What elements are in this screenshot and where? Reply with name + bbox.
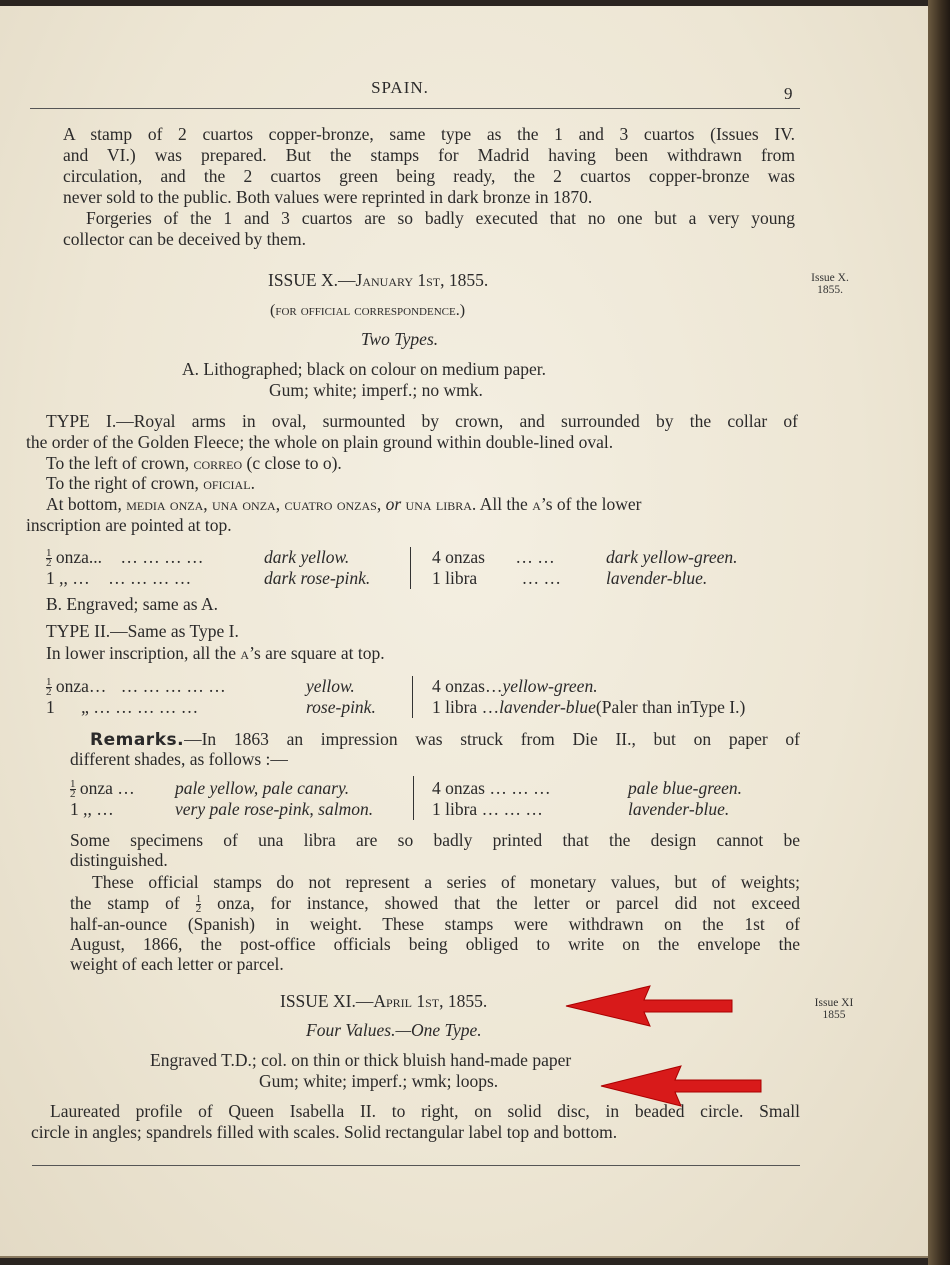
red-arrow-wmk-loops bbox=[595, 1064, 767, 1108]
book-spine bbox=[928, 0, 950, 1265]
issue-xi-desc-1: Laureated profile of Queen Isabella II. to right, on solid disc, in beaded circle. Small bbox=[50, 1101, 800, 1121]
table2-dots: … … … … … bbox=[120, 676, 226, 696]
bottom-inscriptions: media onza, una onza, cuatro onzas, bbox=[126, 494, 382, 514]
table2-dots: „ … … … … … bbox=[81, 697, 199, 717]
issue-xi-heading bbox=[280, 991, 487, 1012]
type1-left-crown-word: correo bbox=[193, 453, 243, 473]
table1-row-2-colour: dark rose-pink. bbox=[264, 568, 371, 588]
table3-row-2-right-colour: lavender-blue. bbox=[628, 799, 730, 819]
table3-row-2-left: 1 ,, … bbox=[70, 799, 114, 819]
closing-stamp-of: the stamp of bbox=[70, 893, 180, 913]
table1-row-1-right bbox=[432, 547, 555, 568]
table1-row-2-right-colour: lavender-blue. bbox=[606, 568, 708, 588]
bottom-letter-a: a bbox=[532, 494, 541, 514]
table2-right-colour: yellow-green. bbox=[502, 676, 598, 696]
closing-line-6: August, 1866, the post-office officials being obliged to write on the envelope the bbox=[70, 934, 800, 954]
type1-line-5 bbox=[46, 494, 641, 515]
table1-right-value: 1 libra bbox=[432, 568, 478, 588]
header-rule bbox=[30, 108, 800, 109]
fraction-half: $\frac{1}{2}$ bbox=[195, 893, 202, 916]
type1-right-crown-end: . bbox=[250, 473, 255, 493]
intro-line-5: Forgeries of the 1 and 3 cuartos are so badly executed that no one but a very young bbox=[86, 208, 795, 228]
table3-row-1-right: 4 onzas … … … bbox=[432, 778, 551, 798]
bottom-text: At bottom, bbox=[46, 494, 127, 514]
closing-line-1: Some specimens of una libra are so badly printed that the design cannot be bbox=[70, 830, 800, 850]
type2-line-1: TYPE II.—Same as Type I. bbox=[46, 621, 239, 641]
table1-right-dots: … … bbox=[515, 547, 555, 567]
fraction-half: $\frac{1}{2}$ bbox=[46, 547, 52, 570]
closing-line-4 bbox=[70, 893, 800, 914]
footer-rule bbox=[32, 1165, 800, 1166]
type1-line-3 bbox=[46, 453, 342, 474]
table2-row-2-colour: rose-pink. bbox=[306, 697, 376, 717]
remarks-line-2: different shades, as follows :— bbox=[70, 749, 288, 769]
issue-x-types: Two Types. bbox=[361, 329, 439, 349]
intro-line-4: never sold to the public. Both values were reprinted in dark bronze in 1870. bbox=[63, 187, 593, 207]
issue-xi-margin-note bbox=[804, 997, 864, 1021]
issue-x-margin-note bbox=[800, 272, 860, 296]
type2-square: ’s are square at top. bbox=[249, 643, 385, 663]
type2-line-2 bbox=[46, 643, 385, 664]
closing-line-2: distinguished. bbox=[70, 850, 168, 870]
type1-right-crown-word: oficial bbox=[203, 473, 251, 493]
type2-letter-a: a bbox=[240, 643, 250, 663]
closing-onza-text: onza, for instance, showed that the letter or parcel did not exceed bbox=[217, 893, 801, 913]
issue-x-heading-date: January 1st, 1855. bbox=[355, 270, 489, 290]
table2-row-1-left bbox=[46, 676, 226, 697]
type1-line-4 bbox=[46, 473, 255, 494]
table2-value: onza… bbox=[55, 676, 107, 696]
table1-dots: … … … … bbox=[120, 547, 204, 567]
issue-xi-line-2: Gum; white; imperf.; wmk; loops. bbox=[259, 1071, 499, 1091]
issue-x-gum: Gum; white; imperf.; no wmk. bbox=[269, 380, 483, 400]
bottom-or: or bbox=[381, 494, 406, 514]
table2-value: 1 bbox=[46, 697, 55, 717]
engraved-b-line: B. Engraved; same as A. bbox=[46, 594, 219, 614]
closing-line-5: half-an-ounce (Spanish) in weight. These stamps were withdrawn on the 1st of bbox=[70, 914, 800, 934]
type1-right-crown-text: To the right of crown, bbox=[46, 473, 204, 493]
table2-right-colour: lavender-blue bbox=[499, 697, 596, 717]
arrow-shape bbox=[566, 986, 732, 1026]
table2-right-note: (Paler than inType I.) bbox=[595, 697, 746, 717]
table1-row-1-right-colour: dark yellow-green. bbox=[606, 547, 738, 567]
margin-note-line: Issue X. bbox=[811, 272, 849, 284]
type1-left-crown-note: (c close to o). bbox=[242, 453, 342, 473]
issue-xi-line-1: Engraved T.D.; col. on thin or thick bluish hand-made paper bbox=[150, 1050, 572, 1070]
issue-x-subheading: (for official correspondence.) bbox=[270, 302, 466, 319]
issue-x-heading bbox=[268, 270, 488, 291]
bottom-of-lower: ’s of the lower bbox=[540, 494, 642, 514]
page-number: 9 bbox=[784, 84, 793, 103]
table1-right-value: 4 onzas bbox=[432, 547, 485, 567]
table1-dots: … … … … bbox=[108, 568, 192, 588]
table3-row-1-right-colour: pale blue-green. bbox=[628, 778, 743, 798]
closing-line-7: weight of each letter or parcel. bbox=[70, 954, 284, 974]
issue-xi-heading-date: April 1st, 1855. bbox=[373, 991, 488, 1011]
issue-x-line-a: A. Lithographed; black on colour on medium paper. bbox=[182, 359, 547, 379]
bottom-libra: una libra. bbox=[405, 494, 477, 514]
table3-row-2-colour: very pale rose-pink, salmon. bbox=[175, 799, 374, 819]
table1-right-dots: … … bbox=[521, 568, 561, 588]
table1-value: onza... bbox=[55, 547, 103, 567]
table1-row-2-right bbox=[432, 568, 561, 589]
page-title: SPAIN. bbox=[371, 78, 429, 97]
type2-text: In lower inscription, all the bbox=[46, 643, 241, 663]
table3-divider bbox=[413, 776, 414, 820]
issue-x-heading-main: ISSUE X.— bbox=[268, 270, 356, 290]
table2-row-1-colour: yellow. bbox=[306, 676, 355, 696]
table2-right-value: 4 onzas… bbox=[432, 676, 503, 696]
remarks-text: —In 1863 an impression was struck from Die II., but on paper of bbox=[184, 729, 800, 749]
remarks-label: Remarks. bbox=[90, 730, 185, 750]
type1-left-crown-text: To the left of crown, bbox=[46, 453, 194, 473]
red-arrow-issue-xi bbox=[560, 982, 740, 1032]
remarks-line-1 bbox=[90, 729, 800, 751]
table2-row-2-left bbox=[46, 697, 198, 718]
table2-row-1-right bbox=[432, 676, 598, 697]
intro-line-1: A stamp of 2 cuartos copper-bronze, same type as the 1 and 3 cuartos (Issues IV. bbox=[63, 124, 795, 144]
margin-note-line: Issue XI bbox=[814, 997, 854, 1009]
table3-row-1-colour: pale yellow, pale canary. bbox=[175, 778, 350, 798]
type1-line-1: TYPE I.—Royal arms in oval, surmounted by crown, and surrounded by the collar of bbox=[46, 411, 798, 431]
table3-row-2-right: 1 libra … … … bbox=[432, 799, 543, 819]
table1-divider bbox=[410, 547, 411, 589]
intro-line-6: collector can be deceived by them. bbox=[63, 229, 306, 249]
table1-row-1-left bbox=[46, 547, 204, 568]
arrow-shape bbox=[601, 1066, 761, 1106]
fraction-half: $\frac{1}{2}$ bbox=[46, 676, 52, 699]
table1-value: 1 ,, … bbox=[46, 568, 90, 588]
type1-line-2: the order of the Golden Fleece; the whole on plain ground within double-lined oval. bbox=[26, 432, 614, 452]
margin-note-year: 1855 bbox=[822, 1009, 846, 1021]
fraction-half: $\frac{1}{2}$ bbox=[70, 778, 76, 801]
closing-line-3: These official stamps do not represent a series of monetary values, but of weights; bbox=[92, 872, 800, 892]
table2-row-2-right bbox=[432, 697, 745, 718]
table1-row-1-colour: dark yellow. bbox=[264, 547, 350, 567]
table2-divider bbox=[412, 676, 413, 718]
intro-line-3: circulation, and the 2 cuartos green being ready, the 2 cuartos copper-bronze was bbox=[63, 166, 795, 186]
table1-row-2-left bbox=[46, 568, 191, 589]
type1-line-6: inscription are pointed at top. bbox=[26, 515, 232, 535]
issue-xi-desc-2: circle in angles; spandrels filled with scales. Solid rectangular label top and bottom. bbox=[31, 1122, 618, 1142]
table2-right-value: 1 libra … bbox=[432, 697, 500, 717]
table3-row-1-left bbox=[70, 778, 135, 799]
margin-note-year: 1855. bbox=[817, 284, 843, 296]
issue-xi-heading-main: ISSUE XI.— bbox=[280, 991, 374, 1011]
issue-xi-subheading: Four Values.—One Type. bbox=[306, 1020, 482, 1040]
intro-line-2: and VI.) was prepared. But the stamps for Madrid having been withdrawn from bbox=[63, 145, 795, 165]
table3-value: onza … bbox=[79, 778, 135, 798]
bottom-all-the: All the bbox=[476, 494, 533, 514]
